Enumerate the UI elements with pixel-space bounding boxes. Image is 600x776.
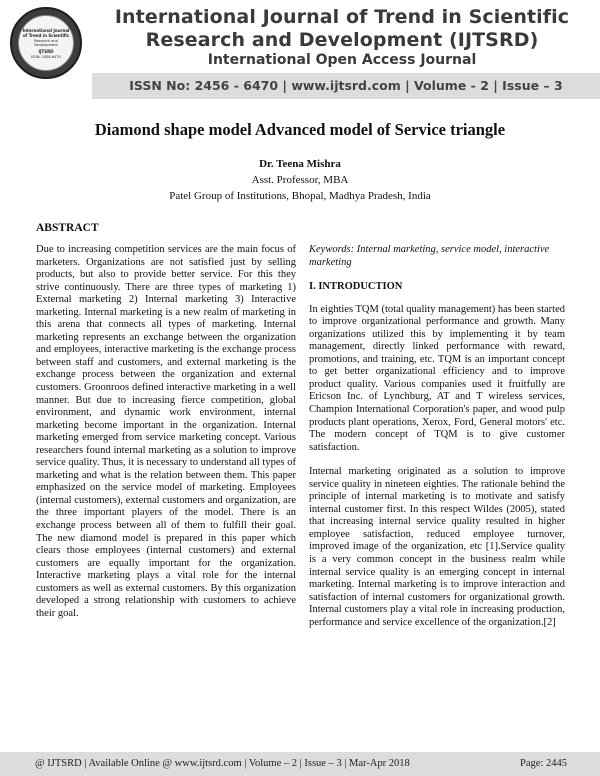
keywords-label: Keywords xyxy=(309,244,351,255)
journal-title xyxy=(92,6,592,52)
introduction-paragraph-2: Internal marketing originated as a solution to improve service quality in nineteen eighties. The rationale behind the principle of internal marketing is to motivate and satisfy internal customer first. In this respect Wildes (2005), stated that increasing internal service quality resulted in higher employee satisfaction, reduced employee turnover, improved image of the organization, etc [1].Service quality is a very common concept in the business realm while internal service quality is an emerging concept in internal marketing. Internal marketing is to improve interaction and satisfaction of internal customers for organizational growth. Internal customers play a vital role in increasing production, performance and service excellence of the organization.[2] xyxy=(309,466,565,628)
footer-citation: @ IJTSRD | Available Online @ www.ijtsrd.com | Volume – 2 | Issue – 3 | Mar-Apr 2018 xyxy=(35,758,410,769)
right-column xyxy=(309,244,565,641)
keywords xyxy=(309,244,565,269)
author-position: Asst. Professor, MBA xyxy=(251,174,349,186)
issn-bar: ISSN No: 2456 - 6470 | www.ijtsrd.com | Volume - 2 | Issue – 3 xyxy=(92,73,600,99)
author-name: Dr. Teena Mishra xyxy=(259,158,341,170)
abstract-text: Due to increasing competition services are the main focus of marketers. Organizations are not satisfied just by selling products, but also to provide better service. For this they strive continuously. There are three types of marketing 1) External marketing 2) Internal marketing 3) Interactive marketing. Internal marketing is a new realm of marketing in this arena that connects all types of marketing. Internal marketing represents an exchange between the organization and employees, interactive marketing is the exchange process between staff and customers, and external marketing is the exchange process between the organization and external customers. Groonroos defined interactive marketing in a well manner. But due to increasing fierce competition, global environment, and dynamic work environment, internal marketing become important in the organization. Internal marketing emerged from service marketing concept. Various researchers found internal marketing as a solution to improve service quality. Thus, it is necessary to understand all types of marketing and what is the relation between them. This paper emphasized on the service model of marketing. Employees (internal customers), external customers and organization, are the three important players of the model. There is an exchange process between all of them to fulfill their goal. The new diamond model is prepared in this paper which clears those employees (internal customers) and external customers are equally important for the organization. Interactive marketing plays a vital role for the internal customers as well as external customers. By this organization developed a strong relationship with customers to achieve their goal. xyxy=(36,244,296,619)
introduction-paragraph-1: In eighties TQM (total quality management) has been started to improve organizational performance and growth. Many organizations utilized this by implementing it by team management, directly linked performance with reward, promotions, and training, etc. TQM is an important concept to get better organizational efficiency and to improve product quality. Various companies used it fruitfully are Ericson Inc. of Lynchburg, AT and T wireless services, Champion International Corporation's paper, and wood pulp products plant operations, Xerox, Ford, General motors' etc. The modern concept of TQM is to give customer satisfaction. xyxy=(309,303,565,453)
logo-inner-seal xyxy=(18,15,74,71)
logo-text-line3: IJTSRD xyxy=(38,48,54,54)
logo-issn: ISSN: 2456-6470 xyxy=(31,54,61,59)
journal-title-line1: International Journal of Trend in Scientific xyxy=(114,6,570,28)
journal-logo-icon xyxy=(10,7,82,79)
author-institution: Patel Group of Institutions, Bhopal, Madhya Pradesh, India xyxy=(169,190,431,202)
footer-bar xyxy=(0,752,600,776)
open-access-label: International Open Access Journal xyxy=(207,52,477,68)
footer-page-number: Page: 2445 xyxy=(520,758,567,769)
journal-title-line2: Research and Development (IJTSRD) xyxy=(145,29,539,51)
abstract-heading: ABSTRACT xyxy=(36,222,99,234)
logo-text-line1: International Journal of Trend in Scientific xyxy=(22,27,70,38)
paper-title: Diamond shape model Advanced model of Service triangle xyxy=(94,120,506,139)
keywords-text: : Internal marketing, service model, interactive marketing xyxy=(309,244,550,268)
introduction-heading: I. INTRODUCTION xyxy=(309,281,403,293)
left-column xyxy=(36,244,296,632)
logo-text-line2: Research and Development xyxy=(34,38,58,47)
